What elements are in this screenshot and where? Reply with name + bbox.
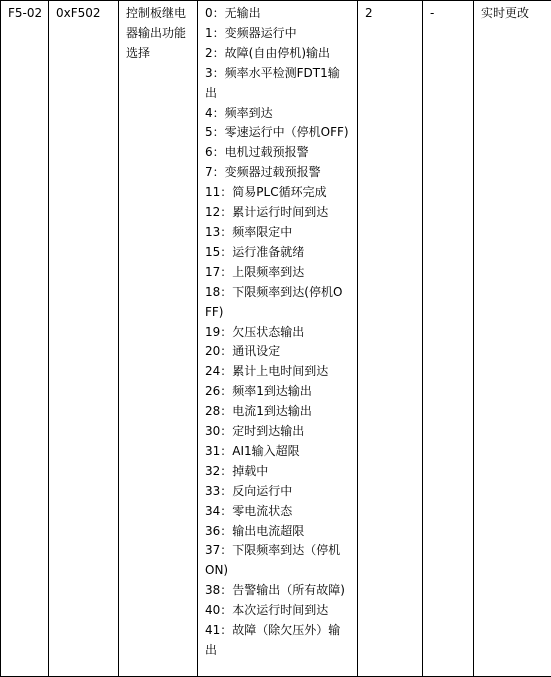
option-item: 26：频率1到达输出 [205, 382, 349, 402]
option-item: 6：电机过载预报警 [205, 143, 349, 163]
option-item: 30：定时到达输出 [205, 422, 349, 442]
option-item: 5：零速运行中（停机OFF) [205, 123, 349, 143]
option-item: 1：变频器运行中 [205, 24, 349, 44]
option-item: 24：累计上电时间到达 [205, 362, 349, 382]
options-cell [198, 1, 358, 677]
option-item: 18：下限频率到达(停机OFF) [205, 283, 349, 323]
option-item: 31：AI1输入超限 [205, 442, 349, 462]
unit-cell [423, 1, 474, 677]
option-item: 37：下限频率到达（停机ON) [205, 541, 349, 581]
option-item: 3：频率水平检测FDT1输出 [205, 64, 349, 104]
default-value-cell [358, 1, 423, 677]
param-name: 控制板继电器输出功能选择 [126, 6, 186, 60]
option-item: 40：本次运行时间到达 [205, 601, 349, 621]
option-item: 13：频率限定中 [205, 223, 349, 243]
option-item: 41：故障（除欠压外）输出 [205, 621, 349, 661]
option-item: 11：简易PLC循环完成 [205, 183, 349, 203]
param-code-cell [1, 1, 49, 677]
option-item: 28：电流1到达输出 [205, 402, 349, 422]
table-row [1, 1, 551, 677]
option-item: 0：无输出 [205, 4, 349, 24]
option-item: 17：上限频率到达 [205, 263, 349, 283]
param-name-cell [119, 1, 198, 677]
default-value: 2 [365, 6, 373, 20]
change-attribute: 实时更改 [481, 6, 529, 20]
option-item: 12：累计运行时间到达 [205, 203, 349, 223]
param-address-cell [49, 1, 119, 677]
attribute-cell [474, 1, 551, 677]
option-item: 36：输出电流超限 [205, 522, 349, 542]
option-item: 34：零电流状态 [205, 502, 349, 522]
option-item: 7：变频器过载预报警 [205, 163, 349, 183]
param-code: F5-02 [8, 6, 42, 20]
option-item: 15：运行准备就绪 [205, 243, 349, 263]
unit-value: - [430, 6, 434, 20]
option-item: 4：频率到达 [205, 104, 349, 124]
option-item: 20：通讯设定 [205, 342, 349, 362]
param-address: 0xF502 [56, 6, 101, 20]
option-item: 2：故障(自由停机)输出 [205, 44, 349, 64]
option-item: 33：反向运行中 [205, 482, 349, 502]
option-item: 32：掉载中 [205, 462, 349, 482]
option-item: 38：告警输出（所有故障) [205, 581, 349, 601]
option-item: 19：欠压状态输出 [205, 323, 349, 343]
